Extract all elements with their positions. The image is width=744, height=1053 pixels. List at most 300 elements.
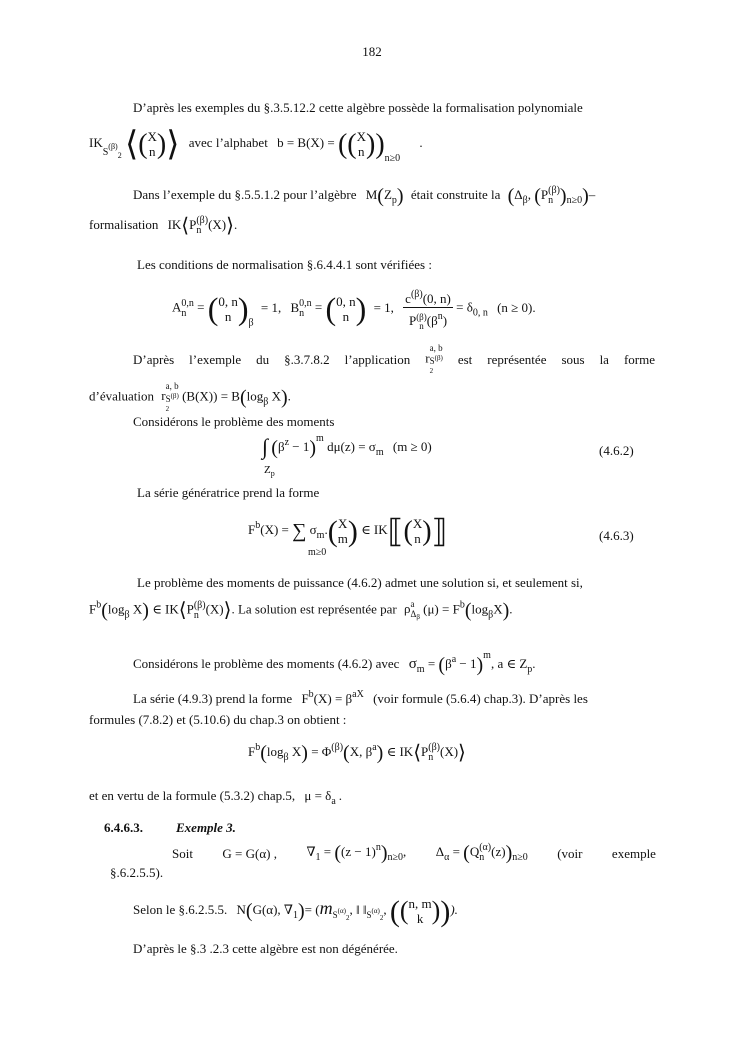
z-expr: (z − 1) [341, 844, 376, 859]
sigma: σ [309, 522, 317, 537]
binom-bottom: k [416, 911, 424, 926]
end: ). [450, 901, 458, 917]
binom-b [336, 294, 356, 324]
norm: , ‖ ‖ [349, 901, 367, 917]
angle: ⟨ [413, 742, 421, 764]
delta-def [436, 843, 528, 863]
paragraph-2: Dans l’exemple du §.5.5.1.2 pour l’algèbre $M(Z_p)$ était construite la ($\Delta_\beta$, (P (β) n )$_{n\ge 0})-$ [133, 185, 596, 207]
p-scripts [194, 601, 206, 621]
p-sub: n [196, 225, 202, 237]
formula-formalisation-1 [89, 126, 423, 164]
paren: ( [260, 742, 267, 764]
paren: ) [301, 742, 308, 764]
p2-mid: était construite la [410, 187, 501, 202]
section-number: 6.4.6.3. [104, 820, 143, 835]
phi-sup: (β) [331, 742, 344, 753]
c-arg: (0, n) [422, 291, 451, 306]
p-sup: (β) [428, 742, 440, 754]
delta-sub: α [444, 852, 450, 863]
x: X [291, 744, 302, 759]
equation-phi [248, 743, 466, 763]
paragraph-16: §.6.2.5.5). [110, 865, 164, 880]
paragraph-6 [89, 381, 291, 414]
paren: ) [582, 185, 589, 207]
r-sub-2: 2 [429, 367, 434, 375]
paren: ( [325, 290, 337, 327]
a-sub: n [181, 307, 187, 319]
w: forme [623, 352, 655, 367]
integral-domain [264, 465, 275, 478]
x-eq: (X) = [260, 522, 289, 537]
log: log [266, 744, 284, 759]
p12-rest: (voir formule (5.6.4) chap.3). D’après les [373, 691, 588, 706]
paren: ) [422, 516, 432, 547]
paragraph-14 [89, 789, 342, 807]
beta-sup: n [437, 311, 443, 322]
sigma-sub: m [416, 664, 425, 675]
binom-top-2: X [356, 129, 366, 145]
r-sub-2: 2 [165, 405, 170, 413]
phi-args: X, β [349, 744, 373, 759]
binom-bottom: m [337, 531, 348, 547]
p2-text: Dans l’exemple du §.5.5.1.2 pour l’algèbre [133, 187, 357, 202]
delta-sub: a [331, 796, 336, 807]
binom-top: X [338, 516, 348, 532]
angle: ⟩ [223, 599, 232, 622]
algebra-m: M [365, 187, 378, 202]
nabla-def [306, 843, 406, 863]
p11-text: Considérons le problème des moments (4.6.2) avec [133, 656, 400, 671]
index-n-ge-0: n≥0 [384, 153, 401, 164]
paragraph-13: formules (7.8.2) et (5.10.6) du chap.3 on obtient : [89, 712, 347, 727]
r-sub-s: S [165, 394, 171, 404]
paren: ) [476, 654, 484, 676]
nabla-sub: 1 [315, 852, 321, 863]
r-sup: a, b [165, 381, 179, 391]
paren: ( [334, 842, 342, 864]
paren: ( [239, 386, 247, 409]
f: F [248, 522, 256, 537]
fraction-c [403, 286, 453, 331]
log: log [107, 601, 125, 617]
r: r [425, 350, 430, 366]
binom-bottom: n [414, 531, 421, 547]
dot: . [324, 522, 328, 537]
period: . [338, 788, 343, 803]
p17-text: Selon le §.6.2.5.5. [133, 901, 228, 917]
x-arg: (X) [439, 744, 459, 759]
paren: ) [355, 290, 367, 327]
beta: β [445, 656, 452, 671]
math-ik-sub [102, 142, 122, 160]
paragraph-5 [133, 343, 655, 376]
period: . [233, 217, 238, 232]
p-sup: (β) [193, 599, 206, 611]
delta: Δ [514, 187, 523, 202]
binom-bottom: n [224, 308, 232, 324]
p: P [186, 601, 194, 617]
a-scripts [181, 299, 194, 319]
solution-text: . La solution est représentée par [231, 601, 397, 617]
mu-eq: (μ) = F [423, 601, 460, 617]
index: n≥0 [566, 195, 583, 206]
paren: ( [245, 899, 253, 922]
close: ) [442, 313, 448, 328]
r-sup: a, b [429, 343, 443, 353]
sum-sign: ∑ [292, 520, 307, 542]
paren-close: ) [156, 129, 167, 160]
in-ik: ∈ IK [386, 744, 414, 759]
log-sub: β [124, 609, 130, 621]
math-ik-subsub: 2 [117, 151, 122, 160]
period: . [532, 656, 536, 671]
paren: ) [347, 515, 358, 548]
n-sup: n [375, 842, 381, 853]
p-scripts [428, 743, 440, 763]
avec-text: avec l’alphabet [188, 135, 268, 150]
p6-text: d’évaluation [89, 388, 154, 404]
f-sup: b [459, 599, 465, 611]
paren: ( [463, 842, 470, 864]
a-sup: 0,n [181, 297, 194, 309]
p-sup: (β) [416, 312, 427, 323]
c: c [405, 291, 411, 306]
f-sup: b [255, 520, 261, 531]
mu-delta: μ = δ [304, 788, 332, 803]
g-def: G = G(α) , [222, 845, 277, 861]
x: X [493, 601, 503, 617]
r-sub-sup: (β) [434, 354, 443, 362]
p: P [540, 187, 549, 202]
inner-paren-close: ) [366, 129, 376, 160]
beta: β [277, 439, 285, 454]
w: du [256, 352, 270, 367]
p14-text: et en vertu de la formule (5.3.2) chap.5, [89, 788, 296, 803]
f: F [301, 691, 309, 706]
r-scripts [430, 343, 443, 376]
p-sub: n [419, 321, 424, 332]
m-sup: m [316, 433, 324, 444]
m-sub-2: 2 [345, 913, 350, 922]
comma: , [402, 844, 407, 859]
in-ik: ∈ IK [361, 522, 388, 537]
binom-x-n-2 [357, 129, 366, 159]
exemple: exemple [611, 845, 656, 861]
f-sup: b [96, 599, 102, 611]
x: X [271, 388, 281, 404]
paren: ( [464, 599, 472, 622]
fraction-denominator [403, 308, 453, 331]
z: Z [383, 187, 392, 202]
sum-index: m≥0 [308, 547, 327, 558]
paren: ) [380, 842, 388, 864]
paragraph-11 [133, 651, 536, 675]
paren: ) [376, 742, 384, 764]
sigma-sub: m [316, 530, 325, 541]
z-sup: z [284, 437, 290, 448]
b-sup: 0,n [299, 297, 312, 309]
membership: , a ∈ Z [490, 656, 528, 671]
f: F [89, 601, 97, 617]
section-title: Exemple 3. [176, 820, 236, 835]
g-nabla: G(α), ∇ [252, 901, 293, 917]
paren: ( [507, 185, 515, 207]
w: D’après [133, 352, 175, 367]
equation-normalisation: A 0,n n = ( 0, n n )$_\beta = 1$, B 0,n n = ( 0, n n ) = 1, $c^{(\beta)}(0$, n) P (β) n $(\beta^n)$ = $\delta_{0, n}$ (n ≥ 0). [172, 286, 536, 330]
m-sub-sup: (α) [337, 906, 346, 915]
binom-top: 0, n [218, 293, 238, 309]
p-sup: (β) [196, 215, 209, 227]
p: p [270, 469, 275, 478]
beta: (β [426, 313, 438, 328]
p: P [421, 744, 429, 759]
paren: ( [271, 437, 278, 459]
period: . [287, 388, 291, 404]
a-sup: a [372, 742, 377, 753]
paragraph-1: D’après les exemples du §.3.5.12.2 cette algèbre possède la formalisation polynomiale [133, 100, 583, 115]
equation-number-4-6-3: (4.6.3) [599, 528, 634, 543]
f-sup: b [308, 689, 314, 700]
equation-4-6-3 [248, 515, 447, 555]
angle: ⟩ [458, 742, 466, 764]
paren: ( [343, 742, 350, 764]
paragraph-3 [89, 216, 237, 236]
measure: dμ(z) = σ [327, 439, 376, 454]
math-ik-subsup: (β) [108, 142, 118, 151]
b-scripts [299, 299, 312, 319]
angle: ⟩ [226, 215, 234, 237]
p12-text: La série (4.9.3) prend la forme [133, 691, 293, 706]
c-sup: (β) [410, 289, 423, 300]
log-sub: β [488, 609, 494, 621]
a: A [172, 299, 182, 315]
in-ik: ∈ IK [152, 601, 179, 617]
f-sup: b [255, 742, 261, 753]
period: . [419, 135, 423, 150]
paren: ( [207, 290, 219, 327]
nabla-sub: 1 [293, 909, 298, 921]
m-sup: m [483, 650, 491, 661]
delta-sub: β [522, 195, 528, 206]
period: . [509, 601, 513, 617]
binom-top: X [412, 516, 423, 532]
w: §.3.7.8.2 [284, 352, 330, 367]
angle-close: ⟩ [166, 126, 180, 163]
b-sub: n [299, 307, 305, 319]
beta-sub: β [248, 317, 254, 329]
fraction-numerator [403, 286, 453, 308]
paren: ( [399, 895, 409, 925]
x: X [132, 601, 143, 617]
norm-sub-s: S [366, 909, 372, 920]
log-sub: β [283, 752, 289, 763]
paren: ) [237, 290, 249, 327]
minus-one: − 1 [459, 656, 477, 671]
rho-scripts [411, 599, 420, 622]
equals-phi: = Φ [311, 744, 332, 759]
p-scripts [416, 313, 427, 331]
paren: ( [534, 185, 541, 207]
paren: ) [396, 185, 404, 207]
paragraph-7: Considérons le problème des moments [133, 414, 335, 429]
q-sup: (α) [479, 842, 492, 854]
b: B [290, 299, 300, 315]
r-sub [166, 391, 179, 404]
equals: = [427, 656, 436, 671]
bracket: ⟦ [387, 513, 404, 549]
integral-sign: ∫ [262, 434, 269, 459]
w: est [457, 352, 473, 367]
paren: ) [298, 899, 305, 922]
paragraph-15 [172, 843, 656, 863]
math-ik: IK [89, 135, 103, 150]
x-arg: (X) [208, 217, 227, 232]
equation-4-6-2 [262, 434, 432, 458]
angle-open: ⟨ [124, 126, 139, 163]
r-sub-sup: (β) [170, 392, 179, 400]
binom-top: 0, n [336, 293, 356, 309]
binom-a [218, 294, 238, 324]
paragraph-17 [133, 896, 458, 932]
binom-x-n [148, 129, 157, 159]
x-arg: (X) [205, 601, 224, 617]
norm-sub-sup: (α) [371, 906, 380, 915]
paragraph-8: La série génératrice prend la forme [137, 485, 320, 500]
ax-sup: aX [352, 689, 364, 700]
paragraph-9: Le problème des moments de puissance (4.6.2) admet une solution si, et seulement si, [137, 575, 583, 590]
condition: (n ≥ 0). [497, 299, 536, 315]
q-scripts [479, 843, 491, 863]
paren: ) [431, 895, 441, 925]
dash: – [588, 187, 596, 202]
paren-open: ( [138, 129, 148, 160]
voir: (voir [557, 845, 583, 861]
z-sub: p [391, 195, 397, 206]
binom-bottom: n [148, 144, 156, 160]
minus-one: − 1 [292, 439, 310, 454]
paren: ) [559, 185, 567, 207]
delta-sub: 0, n [472, 307, 488, 319]
p-sup: (β) [548, 185, 560, 197]
equation-number-4-6-2: (4.6.2) [599, 443, 634, 458]
r: r [161, 388, 166, 404]
binom-bottom-2: n [358, 144, 365, 160]
p-scripts [548, 186, 560, 206]
binom-x-m [338, 516, 348, 546]
paren: ( [327, 515, 338, 548]
binom-top: X [147, 129, 157, 145]
f: F [248, 744, 256, 759]
paragraph-4: Les conditions de normalisation §.6.4.4.1 sont vérifiées : [137, 257, 432, 272]
m: m [319, 897, 333, 918]
sigma: σ [408, 656, 417, 672]
a-sup: a [451, 654, 457, 665]
equals-2: = 1, [373, 299, 394, 315]
m-sub-s: S [332, 909, 338, 920]
delta: = δ [456, 299, 473, 315]
outer-paren-open: ( [337, 129, 348, 160]
paragraph-10 [89, 599, 513, 622]
q: Q [469, 844, 480, 859]
paren: ) [309, 437, 317, 459]
sigma-sub: m [375, 447, 384, 458]
equals-1: = 1, [260, 299, 282, 315]
ik: IK [167, 217, 182, 232]
p: P [189, 217, 197, 232]
rho-beta: β [416, 613, 420, 621]
angle: ⟨ [181, 215, 190, 237]
equals: = [323, 844, 332, 859]
paren: ( [403, 516, 413, 547]
rho-delta: Δ [410, 609, 417, 619]
alphabet-b: b = B(X) = [277, 135, 335, 150]
angle: ⟨ [178, 599, 187, 622]
p-sub: n [428, 752, 434, 764]
index: n≥0 [387, 852, 403, 863]
p-sub: n [548, 195, 554, 207]
paren: ) [502, 599, 510, 622]
paren: ) [440, 894, 451, 928]
rho-sub [411, 609, 420, 622]
comma: , [383, 901, 387, 917]
r-sub [430, 353, 443, 366]
delta: Δ [435, 844, 445, 859]
paren: ( [438, 654, 446, 676]
q-arg: (z) [491, 844, 506, 859]
paragraph-12 [133, 690, 588, 710]
m-sub [332, 906, 350, 922]
paren: ( [377, 185, 384, 207]
equals: = [452, 844, 460, 859]
p-scripts [196, 216, 208, 236]
binom-bottom: n [342, 308, 350, 324]
log-sub: β [263, 396, 269, 408]
q-sub: n [479, 852, 485, 864]
paren: ( [101, 599, 108, 622]
math-ik-s: S [102, 147, 109, 158]
binom-x-n [413, 516, 422, 546]
rho: ρ [404, 601, 411, 617]
w: l’exemple [189, 352, 242, 367]
soit: Soit [172, 845, 193, 861]
z: Z [264, 464, 271, 476]
log: log [246, 388, 264, 404]
index: n≥0 [512, 852, 528, 863]
n: N [236, 901, 246, 917]
p-sub: n [193, 609, 199, 621]
norm-sub-2: 2 [379, 913, 384, 922]
w: représentée [487, 352, 547, 367]
w: sous [561, 352, 585, 367]
binom-top: n, m [408, 896, 432, 911]
condition: (m ≥ 0) [392, 439, 432, 454]
p: P [408, 313, 417, 328]
rho-sup: a [410, 599, 415, 609]
paren: ) [142, 599, 149, 622]
w: la [599, 352, 609, 367]
p-sub: p [527, 664, 533, 675]
log: log [471, 601, 489, 617]
expr: (B(X)) = B [182, 388, 240, 404]
w: l’application [344, 352, 411, 367]
inner-paren-open: ( [347, 129, 357, 160]
nabla: ∇ [306, 844, 316, 859]
paragraph-18: D’après le §.3 .2.3 cette algèbre est non dégénérée. [133, 941, 398, 956]
x-eq: (X) = β [313, 691, 353, 706]
r-scripts [166, 381, 179, 414]
p3-text: formalisation [89, 217, 159, 232]
equals: = ( [304, 901, 320, 917]
